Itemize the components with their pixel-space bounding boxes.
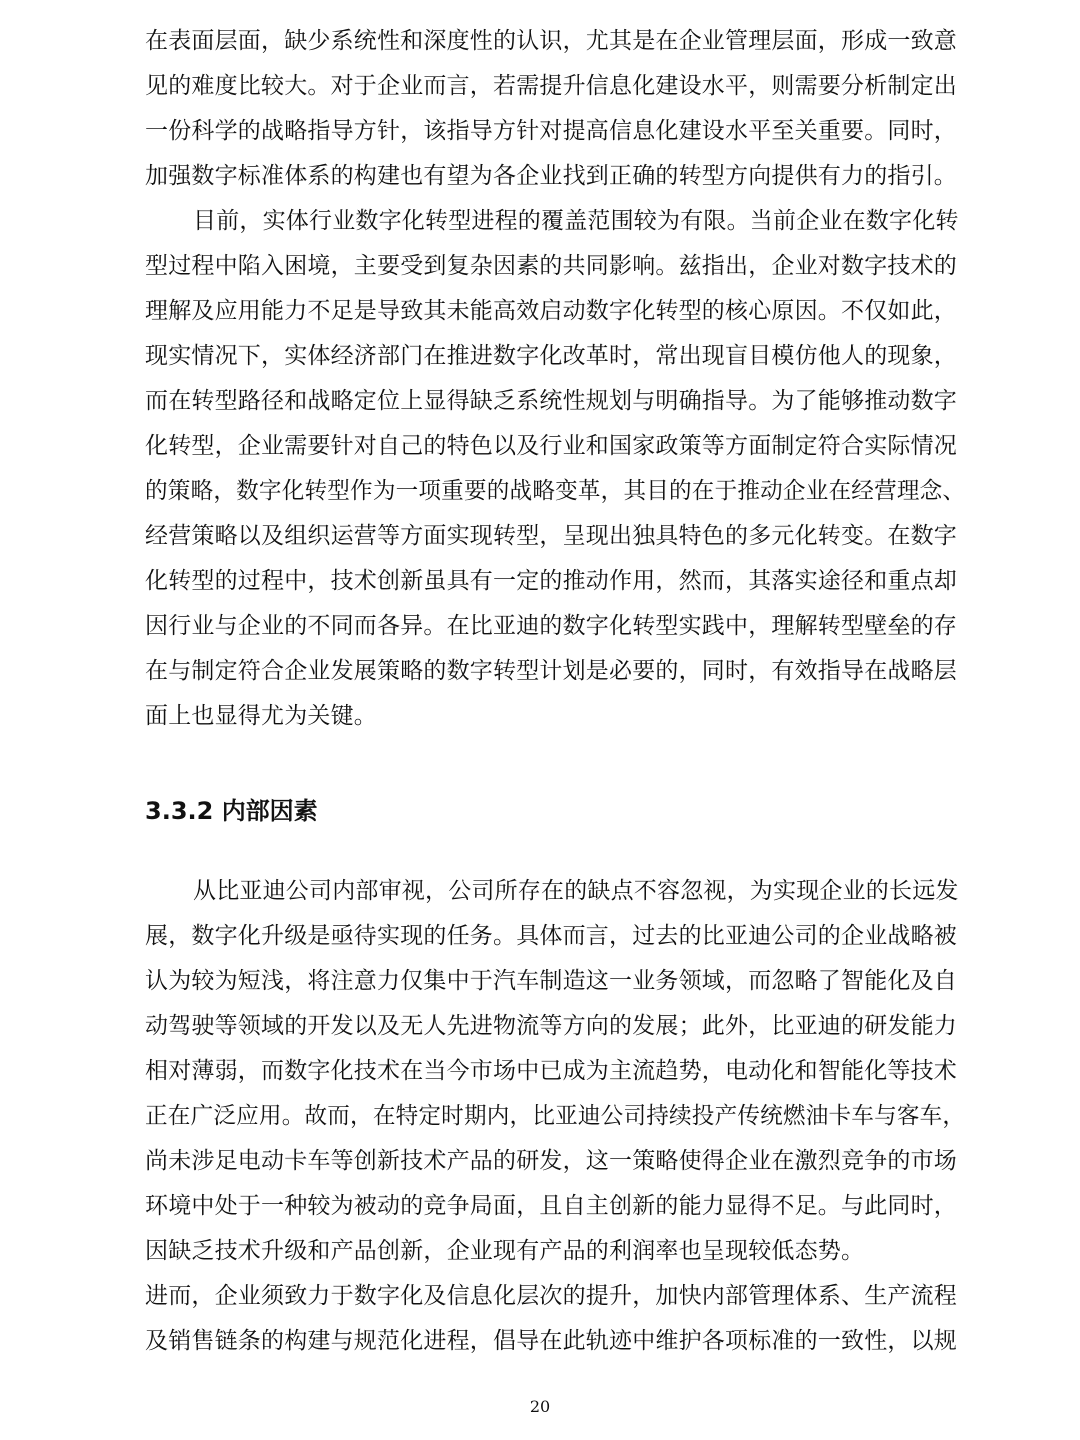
para3-line-1: 从比亚迪公司内部审视，公司所存在的缺点不容忽视，为实现企业的长远发	[193, 878, 959, 904]
para3-line-5: 相对薄弱，而数字化技术在当今市场中已成为主流趋势，电动化和智能化等技术	[145, 1058, 957, 1084]
para1-line-2: 见的难度比较大。对于企业而言，若需提升信息化建设水平，则需要分析制定出	[145, 73, 957, 99]
para3-line-6: 正在广泛应用。故而，在特定时期内，比亚迪公司持续投产传统燃油卡车与客车，	[145, 1103, 966, 1129]
para2-line-5: 而在转型路径和战略定位上显得缺乏系统性规划与明确指导。为了能够推动数字	[145, 388, 957, 414]
para1-line-4: 加强数字标准体系的构建也有望为各企业找到正确的转型方向提供有力的指引。	[145, 163, 957, 189]
para3-line-7: 尚未涉足电动卡车等创新技术产品的研发，这一策略使得企业在激烈竞争的市场	[145, 1148, 957, 1174]
para1-line-3: 一份科学的战略指导方针，该指导方针对提高信息化建设水平至关重要。同时，	[145, 118, 957, 144]
para2-line-8: 经营策略以及组织运营等方面实现转型，呈现出独具特色的多元化转变。在数字	[145, 523, 957, 549]
para2-line-1: 目前，实体行业数字化转型进程的覆盖范围较为有限。当前企业在数字化转	[193, 208, 959, 234]
para2-line-6: 化转型，企业需要针对自己的特色以及行业和国家政策等方面制定符合实际情况	[145, 433, 957, 459]
para3-line-2: 展，数字化升级是亟待实现的任务。具体而言，过去的比亚迪公司的企业战略被	[145, 923, 957, 949]
para4-line-2: 及销售链条的构建与规范化进程，倡导在此轨迹中维护各项标准的一致性，以规	[145, 1328, 957, 1354]
para2-line-12: 面上也显得尤为关键。	[145, 703, 377, 729]
section-heading: 3.3.2 内部因素	[145, 797, 318, 825]
para3-line-3: 认为较为短浅，将注意力仅集中于汽车制造这一业务领域，而忽略了智能化及自	[145, 968, 957, 994]
page-number: 20	[529, 1397, 551, 1416]
para4-line-1: 进而，企业须致力于数字化及信息化层次的提升，加快内部管理体系、生产流程	[145, 1283, 957, 1309]
para3-line-8: 环境中处于一种较为被动的竞争局面，且自主创新的能力显得不足。与此同时，	[145, 1193, 957, 1219]
para2-line-10: 因行业与企业的不同而各异。在比亚迪的数字化转型实践中，理解转型壁垒的存	[145, 613, 957, 639]
para2-line-2: 型过程中陷入困境，主要受到复杂因素的共同影响。兹指出，企业对数字技术的	[145, 253, 957, 279]
para3-line-4: 动驾驶等领域的开发以及无人先进物流等方向的发展；此外，比亚迪的研发能力	[145, 1013, 957, 1039]
para2-line-9: 化转型的过程中，技术创新虽具有一定的推动作用，然而，其落实途径和重点却	[145, 568, 957, 594]
para2-line-4: 现实情况下，实体经济部门在推进数字化改革时，常出现盲目模仿他人的现象，	[145, 343, 957, 369]
para3-line-9: 因缺乏技术升级和产品创新，企业现有产品的利润率也呈现较低态势。	[145, 1238, 865, 1264]
para2-line-11: 在与制定符合企业发展策略的数字转型计划是必要的，同时，有效指导在战略层	[145, 658, 957, 684]
para2-line-7: 的策略，数字化转型作为一项重要的战略变革，其目的在于推动企业在经营理念、	[145, 478, 966, 504]
para2-line-3: 理解及应用能力不足是导致其未能高效启动数字化转型的核心原因。不仅如此，	[145, 298, 957, 324]
para1-line-1: 在表面层面，缺少系统性和深度性的认识，尤其是在企业管理层面，形成一致意	[145, 28, 957, 54]
